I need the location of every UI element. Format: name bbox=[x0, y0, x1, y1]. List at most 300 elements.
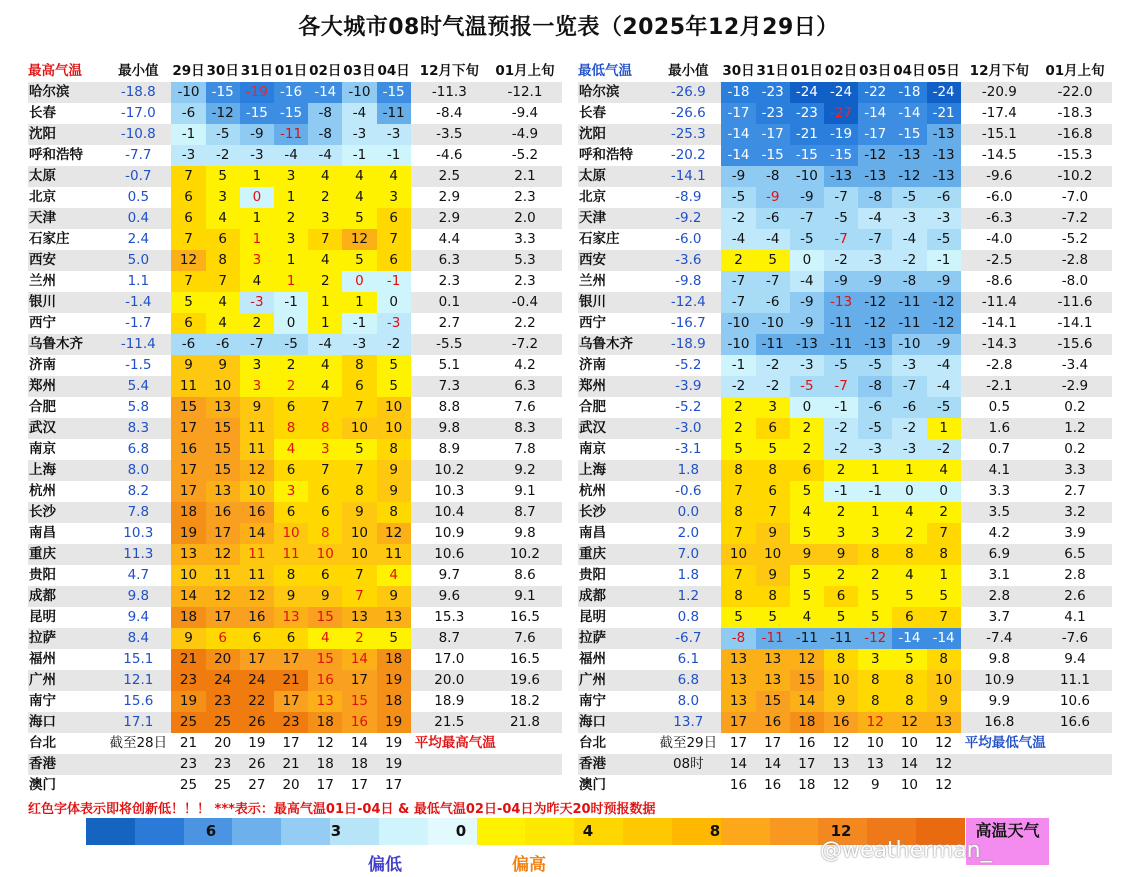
jan-early-average: 2.3 bbox=[514, 273, 536, 289]
forecast-cell: -7 bbox=[721, 271, 755, 292]
city-name: 乌鲁木齐 bbox=[28, 334, 105, 355]
forecast-cell: -9 bbox=[927, 334, 961, 355]
record-min-value: -0.6 bbox=[675, 483, 702, 499]
dec-late-average: 4.4 bbox=[438, 231, 461, 247]
dec-late-average: -3.5 bbox=[411, 124, 488, 145]
forecast-cell: -3 bbox=[858, 439, 892, 460]
forecast-cell: 2 bbox=[892, 523, 926, 544]
forecast-cell: 23 bbox=[171, 754, 205, 775]
forecast-cell: -15 bbox=[824, 145, 858, 166]
record-min-value: 5.0 bbox=[105, 250, 171, 271]
forecast-cell: -15 bbox=[756, 145, 790, 166]
right-table-row bbox=[578, 82, 1112, 103]
forecast-cell: -10 bbox=[171, 82, 205, 103]
forecast-cell: 9 bbox=[927, 691, 961, 712]
forecast-cell: 4 bbox=[308, 355, 342, 376]
forecast-cell: 9 bbox=[171, 355, 205, 376]
forecast-cell: 8 bbox=[721, 586, 755, 607]
forecast-cell: 5 bbox=[206, 166, 240, 187]
dec-late-average: 4.1 bbox=[961, 460, 1038, 481]
dec-late-average: -6.0 bbox=[986, 189, 1013, 205]
forecast-cell: -3 bbox=[342, 334, 376, 355]
forecast-cell: 2 bbox=[274, 376, 308, 397]
forecast-cell: 14 bbox=[756, 754, 790, 775]
forecast-cell: -4 bbox=[927, 355, 961, 376]
forecast-cell: -3 bbox=[892, 208, 926, 229]
forecast-cell: -4 bbox=[274, 145, 308, 166]
forecast-cell: -12 bbox=[927, 313, 961, 334]
left-table-row bbox=[28, 628, 562, 649]
forecast-cell: 8 bbox=[206, 250, 240, 271]
dec-late-average: 16.8 bbox=[961, 712, 1038, 733]
right-table-row bbox=[578, 229, 1112, 250]
forecast-cell: 4 bbox=[377, 565, 411, 586]
city-name: 贵阳 bbox=[579, 567, 606, 583]
forecast-cell: 13 bbox=[377, 607, 411, 628]
dec-late-average: 2.5 bbox=[411, 166, 488, 187]
forecast-cell: 9 bbox=[274, 586, 308, 607]
dec-late-average: 18.9 bbox=[434, 693, 465, 709]
jan-early-average bbox=[488, 754, 562, 775]
left-table-row bbox=[28, 565, 562, 586]
forecast-cell: 2 bbox=[824, 502, 858, 523]
city-name: 杭州 bbox=[579, 483, 606, 499]
forecast-cell: 7 bbox=[756, 502, 790, 523]
jan-early-average: -10.2 bbox=[1038, 166, 1112, 187]
forecast-cell: 8 bbox=[377, 502, 411, 523]
left-table-row bbox=[28, 439, 562, 460]
jan-early-average: 9.4 bbox=[1064, 651, 1086, 667]
record-min-value: -17.0 bbox=[120, 105, 156, 121]
forecast-cell: 18 bbox=[798, 777, 816, 793]
forecast-cell: 17 bbox=[206, 523, 240, 544]
right-header-3: 31日 bbox=[756, 63, 789, 79]
dec-late-average: -9.6 bbox=[961, 166, 1038, 187]
forecast-cell: 3 bbox=[308, 439, 342, 460]
left-table-row bbox=[28, 103, 562, 124]
forecast-cell: -5 bbox=[892, 187, 926, 208]
left-table-row bbox=[28, 334, 562, 355]
record-min-value bbox=[105, 775, 171, 796]
record-min-value: -1.7 bbox=[125, 315, 152, 331]
city-name: 太原 bbox=[28, 166, 105, 187]
record-min-value: 17.1 bbox=[105, 712, 171, 733]
jan-early-average: 7.6 bbox=[488, 628, 562, 649]
record-min-value: -26.9 bbox=[655, 82, 721, 103]
forecast-cell: 5 bbox=[790, 586, 824, 607]
forecast-cell: -17 bbox=[858, 124, 892, 145]
record-min-value: -16.7 bbox=[670, 315, 706, 331]
forecast-cell: -9 bbox=[721, 166, 755, 187]
city-name: 海口 bbox=[578, 712, 655, 733]
dec-late-average: -8.4 bbox=[436, 105, 463, 121]
record-min-value: -9.2 bbox=[655, 208, 721, 229]
jan-early-average: 2.2 bbox=[514, 315, 536, 331]
forecast-cell: 4 bbox=[308, 628, 342, 649]
forecast-cell: -4 bbox=[756, 229, 790, 250]
forecast-cell: 16 bbox=[756, 712, 790, 733]
forecast-cell: 2 bbox=[790, 439, 824, 460]
left-table-row bbox=[28, 313, 562, 334]
forecast-cell: 6 bbox=[308, 502, 342, 523]
city-name: 香港 bbox=[28, 754, 105, 775]
dec-late-average: -11.4 bbox=[961, 292, 1038, 313]
dec-late-average: -14.5 bbox=[981, 147, 1017, 163]
forecast-cell: -1 bbox=[342, 313, 376, 334]
city-name: 合肥 bbox=[29, 399, 56, 415]
forecast-cell: 12 bbox=[832, 735, 850, 751]
city-name: 长春 bbox=[579, 105, 606, 121]
forecast-cell: -7 bbox=[858, 229, 892, 250]
dec-late-average: 6.9 bbox=[961, 544, 1038, 565]
forecast-cell: 12 bbox=[377, 523, 411, 544]
forecast-cell: 13 bbox=[721, 670, 755, 691]
jan-early-average: -7.2 bbox=[1038, 208, 1112, 229]
forecast-cell: 7 bbox=[171, 229, 205, 250]
dec-late-average: 10.9 bbox=[434, 525, 465, 541]
forecast-cell: 10 bbox=[866, 735, 884, 751]
forecast-cell: -5 bbox=[206, 124, 240, 145]
record-min-value: -26.6 bbox=[670, 105, 706, 121]
forecast-cell: 2 bbox=[721, 250, 755, 271]
right-table-row bbox=[578, 733, 1112, 754]
forecast-cell: -14 bbox=[927, 628, 961, 649]
record-min-value: -3.0 bbox=[655, 418, 721, 439]
right-table-row bbox=[578, 313, 1112, 334]
jan-early-average: -5.2 bbox=[1061, 231, 1089, 247]
dec-late-average: 1.6 bbox=[961, 418, 1038, 439]
forecast-cell: 0 bbox=[377, 292, 411, 313]
forecast-cell: -4 bbox=[308, 145, 342, 166]
forecast-cell: 9 bbox=[342, 502, 376, 523]
forecast-cell: -5 bbox=[274, 334, 308, 355]
legend-tick-label: 3 bbox=[330, 822, 342, 840]
jan-early-average: -12.1 bbox=[488, 82, 562, 103]
jan-early-average: -4.9 bbox=[488, 124, 562, 145]
legend-swatch bbox=[623, 818, 672, 845]
jan-early-average: 9.8 bbox=[514, 525, 536, 541]
forecast-cell: 0 bbox=[274, 313, 308, 334]
forecast-cell: -13 bbox=[790, 334, 824, 355]
forecast-cell: -2 bbox=[377, 334, 411, 355]
record-min-value: 0.8 bbox=[677, 609, 700, 625]
jan-early-average bbox=[1038, 733, 1112, 754]
right-header-4: 01日 bbox=[790, 63, 824, 79]
jan-early-average: 3.3 bbox=[1038, 460, 1112, 481]
forecast-cell: 7 bbox=[927, 607, 961, 628]
left-table-row bbox=[28, 229, 562, 250]
jan-early-average: 21.8 bbox=[488, 712, 562, 733]
city-name: 成都 bbox=[578, 586, 655, 607]
forecast-cell: 8 bbox=[721, 460, 755, 481]
left-table-row bbox=[28, 82, 562, 103]
forecast-cell: -9 bbox=[756, 187, 790, 208]
forecast-cell: 2 bbox=[721, 418, 755, 439]
forecast-cell: -18 bbox=[721, 82, 755, 103]
jan-early-average: 18.2 bbox=[509, 693, 540, 709]
forecast-cell: 13 bbox=[171, 544, 205, 565]
forecast-cell: 9 bbox=[206, 355, 240, 376]
city-name: 南昌 bbox=[579, 525, 606, 541]
forecast-cell: -1 bbox=[824, 481, 858, 502]
city-name: 澳门 bbox=[29, 777, 56, 793]
left-header-2: 29日 bbox=[172, 63, 205, 79]
record-min-value: -1.5 bbox=[125, 357, 152, 373]
forecast-cell: 7 bbox=[308, 229, 342, 250]
dec-late-average: 0.7 bbox=[988, 441, 1011, 457]
forecast-cell: -3 bbox=[377, 124, 411, 145]
forecast-cell: 2 bbox=[274, 355, 308, 376]
forecast-cell: -4 bbox=[308, 334, 342, 355]
legend-swatch bbox=[428, 818, 477, 845]
record-min-value: 12.1 bbox=[105, 670, 171, 691]
forecast-cell: 10 bbox=[206, 376, 240, 397]
forecast-cell: 13 bbox=[824, 754, 858, 775]
city-name: 台北 bbox=[29, 735, 56, 751]
jan-early-average: 2.7 bbox=[1064, 483, 1086, 499]
left-table-row bbox=[28, 481, 562, 502]
forecast-cell: -7 bbox=[892, 376, 926, 397]
forecast-cell: 8 bbox=[858, 670, 892, 691]
city-name: 北京 bbox=[579, 189, 606, 205]
record-min-value: 13.7 bbox=[655, 712, 721, 733]
hot-weather-legend: 高温天气 bbox=[966, 818, 1049, 865]
forecast-cell: 10 bbox=[342, 418, 376, 439]
city-name: 银川 bbox=[28, 292, 105, 313]
record-min-value: 6.8 bbox=[127, 441, 150, 457]
left-table-row bbox=[28, 607, 562, 628]
forecast-cell: -11 bbox=[756, 628, 790, 649]
record-min-value: 0.0 bbox=[655, 502, 721, 523]
forecast-cell: -1 bbox=[824, 397, 858, 418]
right-table-row bbox=[578, 418, 1112, 439]
forecast-cell: -9 bbox=[790, 313, 824, 334]
dec-late-average: 2.9 bbox=[411, 208, 488, 229]
forecast-cell: -9 bbox=[927, 271, 961, 292]
left-table-row bbox=[28, 418, 562, 439]
forecast-cell: 8 bbox=[377, 439, 411, 460]
record-min-value: -20.2 bbox=[670, 147, 706, 163]
record-min-value: -18.8 bbox=[105, 82, 171, 103]
left-header-7: 03日 bbox=[343, 63, 376, 79]
forecast-cell: 2 bbox=[721, 397, 755, 418]
city-name: 济南 bbox=[29, 357, 56, 373]
record-min-value: 2.4 bbox=[127, 231, 150, 247]
jan-early-average: -8.0 bbox=[1061, 273, 1089, 289]
forecast-cell: -3 bbox=[790, 355, 824, 376]
forecast-cell: 4 bbox=[377, 166, 411, 187]
forecast-cell: 15 bbox=[308, 607, 342, 628]
left-header-0: 最高气温 bbox=[28, 63, 82, 79]
jan-early-average: 6.3 bbox=[488, 376, 562, 397]
forecast-cell: -4 bbox=[790, 271, 824, 292]
forecast-cell: 7 bbox=[171, 166, 205, 187]
record-min-value bbox=[105, 754, 171, 775]
forecast-cell: 12 bbox=[935, 777, 953, 793]
forecast-cell: 8 bbox=[927, 544, 961, 565]
forecast-cell: -15 bbox=[790, 145, 824, 166]
forecast-cell: 7 bbox=[721, 565, 755, 586]
legend-swatch bbox=[135, 818, 184, 845]
dec-late-average: 8.9 bbox=[438, 441, 461, 457]
forecast-cell: 17 bbox=[171, 460, 205, 481]
city-name: 西宁 bbox=[29, 315, 56, 331]
forecast-cell: -5 bbox=[927, 397, 961, 418]
left-table-row bbox=[28, 460, 562, 481]
forecast-cell: -5 bbox=[721, 187, 755, 208]
forecast-cell: -5 bbox=[858, 418, 892, 439]
forecast-cell: 16 bbox=[308, 670, 342, 691]
forecast-cell: 26 bbox=[240, 712, 274, 733]
forecast-cell: 9 bbox=[824, 691, 858, 712]
forecast-cell: 21 bbox=[179, 735, 198, 751]
forecast-cell: -12 bbox=[858, 313, 892, 334]
forecast-cell: -22 bbox=[858, 82, 892, 103]
jan-early-average: -22.0 bbox=[1038, 82, 1112, 103]
forecast-cell: 17 bbox=[342, 670, 376, 691]
left-table-row bbox=[28, 691, 562, 712]
city-name: 南宁 bbox=[29, 693, 56, 709]
forecast-cell: -9 bbox=[858, 271, 892, 292]
record-min-value: 08时 bbox=[655, 754, 721, 775]
legend-tick-label: 12 bbox=[830, 822, 852, 840]
forecast-cell: 10 bbox=[927, 670, 961, 691]
record-min-value: -11.4 bbox=[105, 334, 171, 355]
forecast-cell: -15 bbox=[377, 82, 411, 103]
jan-early-average: -15.3 bbox=[1057, 147, 1093, 163]
forecast-cell: 1 bbox=[274, 250, 308, 271]
jan-early-average: -11.6 bbox=[1038, 292, 1112, 313]
forecast-cell: 12 bbox=[342, 229, 376, 250]
dec-late-average: 平均最高气温 bbox=[414, 735, 496, 751]
forecast-cell: 12 bbox=[240, 460, 274, 481]
city-name: 长沙 bbox=[578, 502, 655, 523]
forecast-cell: 17 bbox=[764, 735, 782, 751]
forecast-cell: 10 bbox=[900, 777, 919, 793]
city-name: 拉萨 bbox=[578, 628, 655, 649]
jan-early-average: 3.3 bbox=[514, 231, 536, 247]
forecast-cell: 4 bbox=[206, 313, 240, 334]
forecast-cell: 7 bbox=[721, 481, 755, 502]
forecast-cell: 13 bbox=[721, 691, 755, 712]
forecast-cell: -5 bbox=[824, 208, 858, 229]
forecast-cell: -16 bbox=[274, 82, 308, 103]
left-table-row bbox=[28, 271, 562, 292]
forecast-cell: 14 bbox=[342, 649, 376, 670]
forecast-cell: 4 bbox=[790, 607, 824, 628]
forecast-cell: -21 bbox=[790, 124, 824, 145]
jan-early-average: 9.2 bbox=[488, 460, 562, 481]
forecast-cell: -13 bbox=[927, 145, 961, 166]
forecast-cell: -6 bbox=[892, 397, 926, 418]
forecast-cell: 17 bbox=[206, 607, 240, 628]
forecast-cell: -6 bbox=[171, 103, 205, 124]
city-name: 武汉 bbox=[28, 418, 105, 439]
dec-late-average: 8.7 bbox=[411, 628, 488, 649]
record-min-value: 8.0 bbox=[105, 460, 171, 481]
forecast-cell: 17 bbox=[274, 691, 308, 712]
forecast-cell: 1 bbox=[240, 229, 274, 250]
left-table-row bbox=[28, 670, 562, 691]
forecast-cell: -10 bbox=[756, 313, 790, 334]
left-table-row bbox=[28, 502, 562, 523]
dec-late-average: 10.9 bbox=[961, 670, 1038, 691]
forecast-cell: -14 bbox=[721, 124, 755, 145]
forecast-cell: -1 bbox=[927, 250, 961, 271]
forecast-cell: 7 bbox=[206, 271, 240, 292]
forecast-cell: 6 bbox=[892, 607, 926, 628]
city-name: 天津 bbox=[578, 208, 655, 229]
forecast-cell: 25 bbox=[179, 777, 198, 793]
forecast-cell: -1 bbox=[171, 124, 205, 145]
jan-early-average: 2.1 bbox=[488, 166, 562, 187]
forecast-cell: -11 bbox=[377, 103, 411, 124]
record-min-value: -5.2 bbox=[675, 357, 702, 373]
jan-early-average: 2.6 bbox=[1038, 586, 1112, 607]
jan-early-average: -15.6 bbox=[1038, 334, 1112, 355]
forecast-cell: 20 bbox=[206, 649, 240, 670]
legend-swatch bbox=[721, 818, 770, 845]
forecast-cell: -2 bbox=[756, 376, 790, 397]
forecast-cell: 22 bbox=[240, 691, 274, 712]
forecast-cell: 5 bbox=[790, 523, 824, 544]
forecast-cell: 0 bbox=[342, 271, 376, 292]
jan-early-average bbox=[488, 775, 562, 796]
jan-early-average: -7.0 bbox=[1061, 189, 1089, 205]
record-min-value: 6.1 bbox=[677, 651, 700, 667]
forecast-cell: 1 bbox=[240, 208, 274, 229]
right-table-row bbox=[578, 670, 1112, 691]
dec-late-average: -8.6 bbox=[986, 273, 1013, 289]
forecast-cell: 5 bbox=[756, 250, 790, 271]
forecast-cell: -10 bbox=[721, 313, 755, 334]
forecast-cell: 11 bbox=[274, 544, 308, 565]
forecast-cell: 18 bbox=[790, 712, 824, 733]
jan-early-average: 10.6 bbox=[1059, 693, 1090, 709]
forecast-cell: 5 bbox=[892, 586, 926, 607]
city-name: 南京 bbox=[579, 441, 606, 457]
dec-late-average: -2.8 bbox=[986, 357, 1013, 373]
right-table-row bbox=[578, 754, 1112, 775]
record-min-value: -3.9 bbox=[655, 376, 721, 397]
forecast-cell: -5 bbox=[927, 229, 961, 250]
left-header-row bbox=[28, 61, 562, 82]
forecast-cell: -10 bbox=[721, 334, 755, 355]
record-min-value: -7.7 bbox=[125, 147, 152, 163]
forecast-cell: -8 bbox=[858, 376, 892, 397]
dec-late-average bbox=[961, 754, 1038, 775]
forecast-cell: 6 bbox=[756, 481, 790, 502]
forecast-cell: 6 bbox=[342, 376, 376, 397]
forecast-cell: 5 bbox=[342, 439, 376, 460]
jan-early-average: -7.6 bbox=[1038, 628, 1112, 649]
legend-tick-label: 0 bbox=[455, 822, 467, 840]
dec-late-average: -6.3 bbox=[961, 208, 1038, 229]
left-table-row bbox=[28, 733, 562, 754]
forecast-cell: 1 bbox=[240, 166, 274, 187]
record-min-value: 1.8 bbox=[655, 460, 721, 481]
forecast-cell: 2 bbox=[342, 628, 376, 649]
city-name: 郑州 bbox=[578, 376, 655, 397]
right-table-row bbox=[578, 145, 1112, 166]
forecast-cell: -18 bbox=[892, 82, 926, 103]
forecast-cell: 15 bbox=[171, 397, 205, 418]
city-name: 西宁 bbox=[579, 315, 606, 331]
forecast-cell: 14 bbox=[171, 586, 205, 607]
record-min-value: -3.6 bbox=[655, 250, 721, 271]
forecast-cell: 2 bbox=[308, 187, 342, 208]
forecast-cell: -7 bbox=[824, 187, 858, 208]
